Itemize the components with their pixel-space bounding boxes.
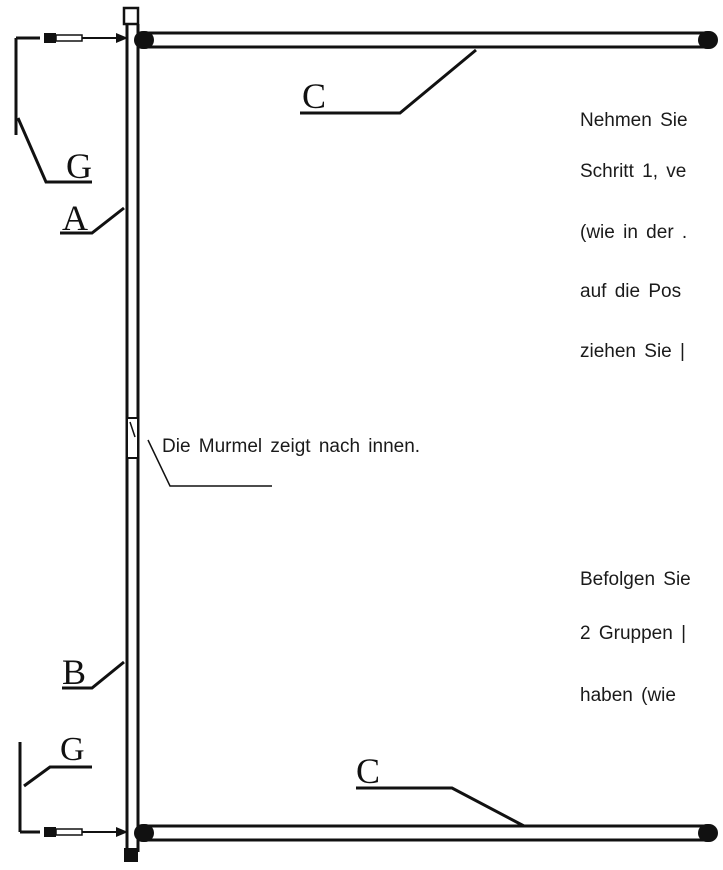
marble-note: Die Murmel zeigt nach innen. [162,436,421,457]
vertical-post [124,8,138,862]
instruction-line: ziehen Sie | [580,341,685,362]
label-g-top: G [66,146,92,186]
instruction-block-2 [580,569,691,706]
instruction-line: haben (wie [580,685,676,706]
instruction-line: auf die Pos [580,281,682,302]
instruction-line: (wie in der . [580,222,688,243]
instruction-line: Befolgen Sie [580,569,691,590]
label-b: B [62,652,87,692]
label-g-bottom: G [60,731,85,768]
label-a: A [62,198,88,238]
top-screw [16,33,128,135]
label-c-top: C [302,76,327,116]
instruction-line: Schritt 1, ve [580,161,687,182]
instruction-block-1 [580,110,688,362]
instruction-line: Nehmen Sie [580,110,688,131]
bottom-tube [134,824,718,842]
top-tube [134,31,718,49]
label-c-bottom: C [356,751,381,791]
instruction-line: 2 Gruppen | [580,623,687,644]
